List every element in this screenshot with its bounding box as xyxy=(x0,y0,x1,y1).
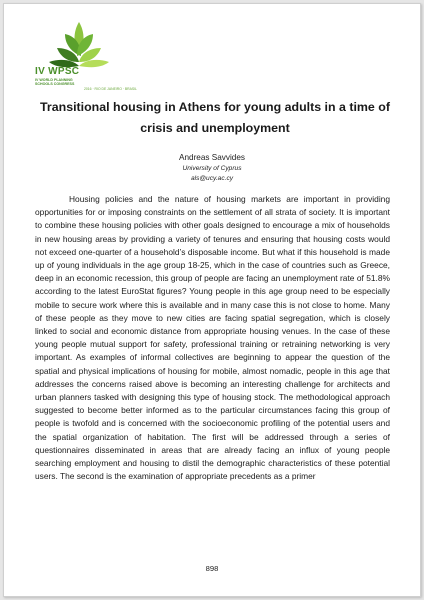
document-page xyxy=(3,3,421,597)
author-affiliation: University of Cyprus xyxy=(182,165,242,172)
logo-wordmark: IV WPSC xyxy=(35,66,80,77)
logo-tagline: 2016 · RIO DE JANEIRO · BRASIL xyxy=(84,87,137,91)
logo-subtitle-line2: SCHOOLS CONGRESS xyxy=(35,82,75,86)
abstract-paragraph: Housing policies and the nature of housing markets are important in providing opportunities for or imposing constraints on the settlement of all strata of society. It is important to combine these housing policies with other goals designed to encourage a mix of households in new housing areas by providing a variety of tenures and ensuring that housing costs would not exceed one-quarter of a household’s disposable income. But what if this household is made up of young individuals in the age group 18-25, which in the case of countries such as Greece, deep in an economic recession, this group of people are facing an unemployment rate of 51.8% according to the latest EuroStat figures? Young people in this age group need to be especially mobile to secure work where this is available and in many case this is not close to home. Many of these people as they move to new cities are facing spatial segregation, which is closely linked to social and economic distance from appropriate housing venues. In the case of these young people mutual support for safety, professional training or retraining networking is very important. As examples of informal collectives are beginning to appear the question of the spatial and physical implications of housing for mobile, almost nomadic, people in this age that addresses the concerns raised above is becoming an interesting challenge for architects and urban planners tasked with designing this type of housing stock. The methodological approach suggested to become better informed as to the particular circumstances facing this group of people is twofold and is concerned with the socioeconomic profiling of the potential users and the spatial organization of habitation. The first will be addressed through a series of questionnaires disseminated in areas that are already facing an influx of young people searching employment and housing to distil the demographic characteristics of these potential users. The second is the examination of appropriate precedents as a primer xyxy=(35,194,390,482)
page-number: 898 xyxy=(205,564,219,573)
logo-leaf-icon xyxy=(49,22,109,67)
author-email: als@ucy.ac.cy xyxy=(190,175,234,182)
author-name: Andreas Savvides xyxy=(179,153,245,162)
logo-subtitle-line1: IV WORLD PLANNING xyxy=(35,78,73,82)
paper-title: Transitional housing in Athens for young adults in a time of crisis and unemployment xyxy=(40,100,390,135)
logo-subtitle xyxy=(35,78,74,86)
